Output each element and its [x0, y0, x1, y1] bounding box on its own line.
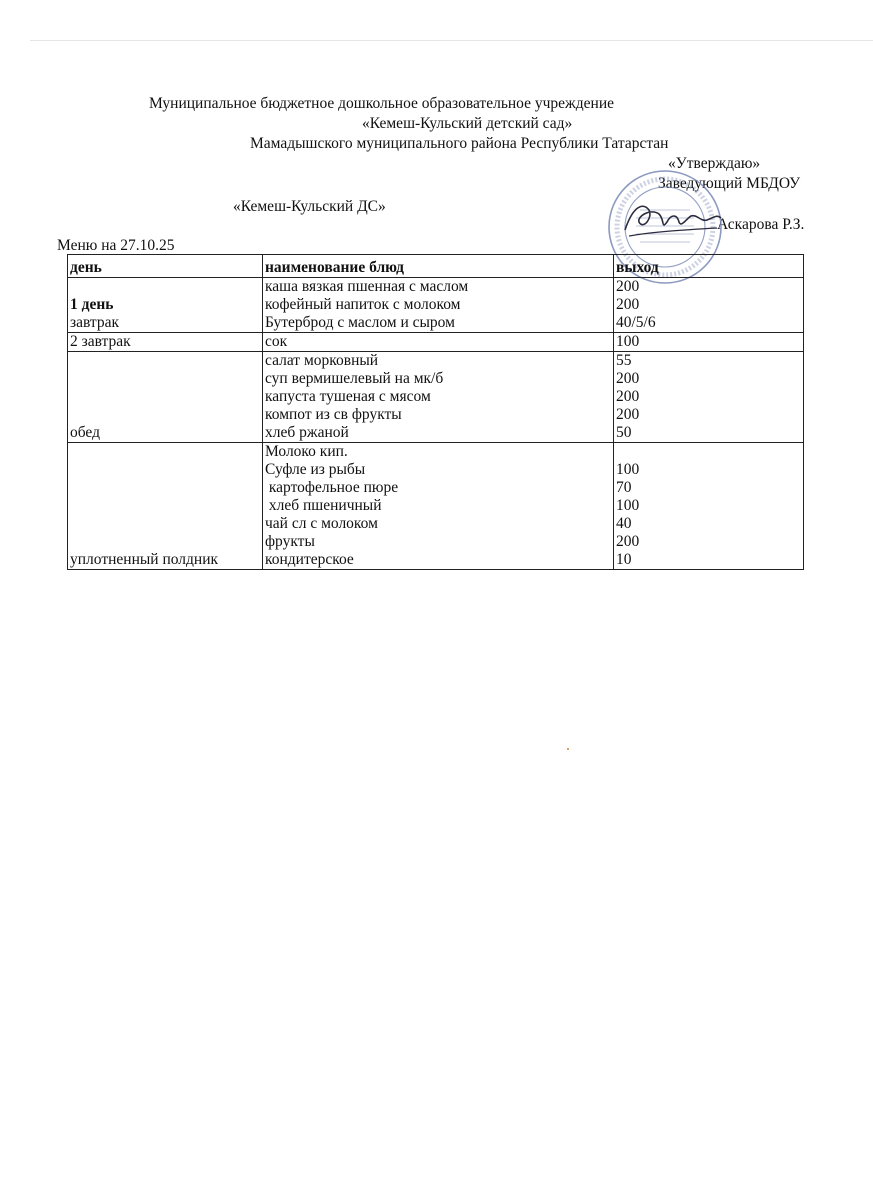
menu-date: Меню на 27.10.25 [57, 237, 175, 254]
head-title: Заведующий МБДОУ [658, 175, 801, 192]
dish-item: хлеб ржаной [265, 424, 349, 441]
dish-item: фрукты [265, 533, 315, 550]
approve-label: «Утверждаю» [668, 155, 761, 172]
row-dish-cell [263, 278, 614, 333]
meal-label: завтрак [70, 314, 120, 331]
yield-value: 200 [616, 278, 640, 295]
dish-item: хлеб пшеничный [265, 497, 382, 514]
dish-item: чай сл с молоком [265, 515, 378, 532]
yield-value: 100 [616, 497, 640, 514]
col-header-yield: выход [614, 255, 804, 278]
dish-item: кофейный напиток с молоком [265, 296, 461, 313]
table-row [68, 333, 804, 352]
row-day-cell [68, 352, 263, 443]
table-row [68, 443, 804, 570]
row-day-cell [68, 278, 263, 333]
yield-value [616, 443, 801, 461]
signature [621, 196, 725, 242]
col-header-dish: наименование блюд [263, 255, 614, 278]
yield-value: 100 [616, 333, 640, 350]
dish-item: салат морковный [265, 352, 379, 369]
signer-name: Аскарова Р.З. [717, 216, 805, 233]
row-yield-cell [614, 352, 804, 443]
dish-item: суп вермишелевый на мк/б [265, 370, 444, 387]
org-name-line3: Мамадышского муниципального района Республики Татарстан [250, 135, 669, 152]
yield-value: 70 [616, 479, 632, 496]
table-header-row [68, 255, 804, 278]
yield-value: 40 [616, 515, 632, 532]
meal-label: 2 завтрак [70, 333, 131, 350]
yield-value: 200 [616, 388, 640, 405]
yield-value: 10 [616, 551, 632, 568]
row-day-cell [68, 333, 263, 352]
yield-value: 200 [616, 533, 640, 550]
table-row [68, 352, 804, 443]
yield-value: 200 [616, 406, 640, 423]
meal-label: уплотненный полдник [70, 551, 219, 568]
day-label: 1 день [70, 296, 114, 313]
yield-value: 40/5/6 [616, 314, 656, 331]
meal-label: обед [70, 424, 100, 441]
org-name-line1: Муниципальное бюджетное дошкольное образовательное учреждение [149, 95, 614, 112]
row-yield-cell [614, 278, 804, 333]
row-dish-cell [263, 443, 614, 570]
dish-item: сок [265, 333, 288, 350]
row-yield-cell [614, 333, 804, 352]
row-yield-cell [614, 443, 804, 570]
dish-item: компот из св фрукты [265, 406, 402, 423]
dish-item: капуста тушеная с мясом [265, 388, 431, 405]
menu-table [67, 254, 804, 570]
dish-item: картофельное пюре [265, 479, 399, 496]
yield-value: 200 [616, 296, 640, 313]
dish-item: кондитерское [265, 551, 354, 568]
row-day-cell [68, 443, 263, 570]
dish-item: каша вязкая пшенная с маслом [265, 278, 469, 295]
yield-value: 50 [616, 424, 632, 441]
org-name-line2: «Кемеш-Кульский детский сад» [362, 115, 573, 132]
scan-top-edge [30, 40, 873, 41]
dish-item: Молоко кип. [265, 443, 348, 460]
yield-value: 100 [616, 461, 640, 478]
col-header-day: день [68, 255, 263, 278]
row-dish-cell [263, 352, 614, 443]
org-short-name: «Кемеш-Кульский ДС» [233, 198, 386, 215]
yield-value: 55 [616, 352, 632, 369]
scan-speck [567, 748, 569, 750]
row-dish-cell [263, 333, 614, 352]
dish-item: Бутерброд с маслом и сыром [265, 314, 455, 331]
dish-item: Суфле из рыбы [265, 461, 366, 478]
yield-value: 200 [616, 370, 640, 387]
table-row [68, 278, 804, 333]
